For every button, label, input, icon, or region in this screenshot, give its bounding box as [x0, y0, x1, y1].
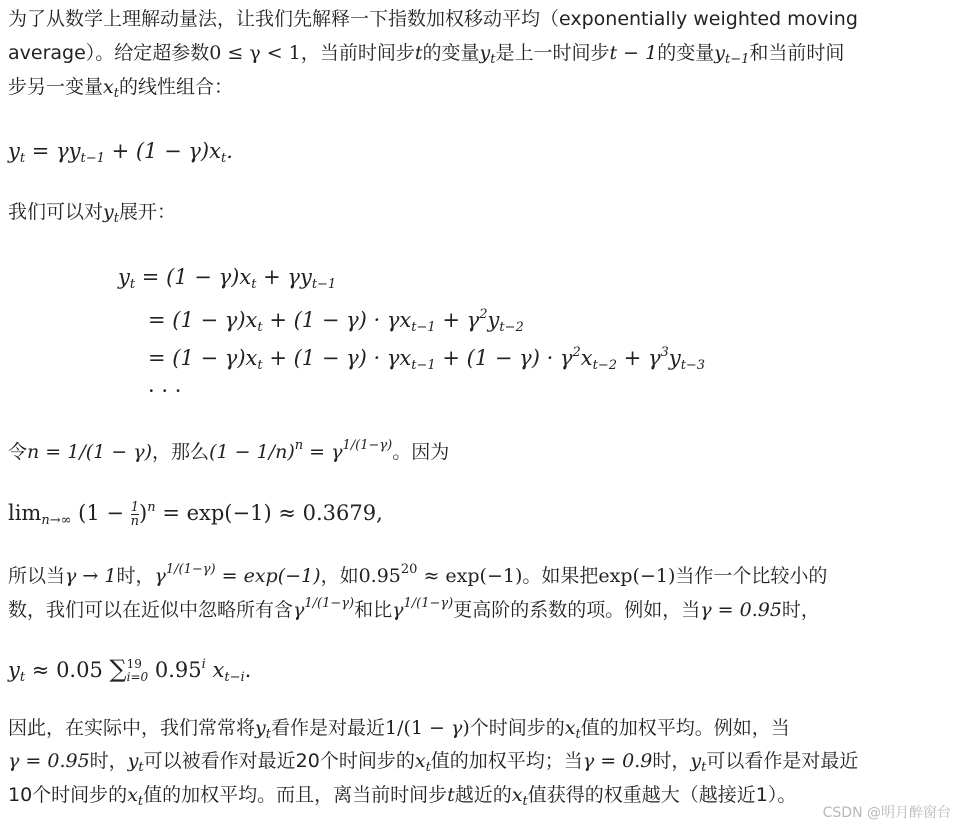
text: 值的加权平均；当: [430, 750, 583, 772]
text: 和当前时间: [749, 42, 845, 64]
text: 当作一个比较小的: [675, 565, 828, 587]
text: 可以看作是对最近: [706, 750, 859, 772]
text: average）。给定超参数: [8, 42, 210, 64]
paragraph-intro-line3: [8, 72, 957, 109]
equation-expansion: [118, 258, 705, 410]
math-inline: 0 ≤ γ < 1: [209, 42, 301, 64]
text: 值的加权平均。例如，当: [580, 717, 790, 739]
math-exp: exp(−1): [598, 565, 676, 587]
text: 的变量: [657, 42, 715, 64]
math-gamma-to-1: γ → 1: [65, 565, 117, 587]
text: 可以被看作对最近20个时间步的: [143, 750, 415, 772]
text: 越近的: [454, 784, 512, 806]
math-yt: $y_t$: [255, 717, 271, 742]
math-t: t: [414, 42, 423, 64]
text: ，那么: [152, 441, 210, 463]
text: 时，: [652, 750, 691, 772]
text: 值的加权平均。而且，离当前时间步: [143, 784, 448, 806]
equation-sum: $y_t \approx 0.05$ ∑ 19 i=0 0.95$^i$ $x_{t-i}$.: [8, 655, 252, 685]
text: 我们可以对: [8, 201, 104, 223]
text: 令: [8, 441, 28, 463]
text: 的变量: [422, 42, 480, 64]
text: 数，我们可以在近似中忽略所有含: [8, 599, 294, 621]
text: 所以当: [8, 565, 66, 587]
math-gamma-power: $\gamma^{1/(1-\gamma)}$: [392, 596, 454, 621]
text: 为了从数学上理解动量法，让我们先解释一下指数加权移动平均（exponentially weighted moving: [8, 8, 858, 30]
text: 个时间步的: [469, 717, 565, 739]
paragraph-let-n: [8, 431, 957, 467]
text: 。如果把: [522, 565, 599, 587]
math-yt: $y_t$: [127, 750, 144, 775]
math-gamma-09: γ = 0.9: [582, 750, 653, 772]
math-yt: $y_t$: [690, 750, 707, 775]
text: ，当前时间步: [300, 42, 415, 64]
text: 和比: [354, 599, 393, 621]
text: 更高阶的系数的项。例如，当: [453, 599, 701, 621]
math-yt: $y_t$: [103, 201, 119, 226]
paragraph-therefore-line2: [8, 746, 957, 783]
math-gamma-095: γ = 0.95: [700, 599, 782, 621]
text: ，如: [320, 565, 359, 587]
math-limit-base: $(1 - 1/n)^n = \gamma^{1/(1-\gamma)}$: [209, 438, 393, 463]
text: 因此，在实际中，我们常常将: [8, 717, 256, 739]
text: 看作是对最近: [270, 717, 385, 739]
text: 10个时间步的: [8, 784, 128, 806]
paragraph-intro-line2: [8, 38, 957, 75]
math-n: n = 1/(1 − γ): [27, 441, 153, 463]
math-yt: $y_t$: [479, 42, 496, 67]
paragraph-therefore-line3: [8, 780, 957, 817]
text: 时，: [781, 599, 820, 621]
watermark: CSDN @明月醉窗台: [822, 805, 951, 821]
text: 步另一变量: [8, 76, 104, 98]
text: 时，: [116, 565, 155, 587]
equation-ema: $y_t = \gamma y_{t-1} + (1 - \gamma)x_t$.: [8, 139, 233, 166]
math-gamma-power: $\gamma^{1/(1-\gamma)}$: [293, 596, 355, 621]
text: 。因为: [392, 441, 450, 463]
math-window: 1/(1 − γ): [385, 717, 470, 739]
paragraph-so-when-line1: [8, 555, 957, 591]
math-095-20: $0.95^{20} \approx \exp(-1)$: [358, 562, 523, 587]
math-yt-1: $y_{t-1}$: [714, 42, 750, 67]
math-inline: t − 1: [609, 42, 658, 64]
expansion-row-4: · · ·: [148, 379, 182, 403]
math-gamma-power: $\gamma^{1/(1-\gamma)} = \exp(-1)$: [154, 562, 321, 587]
text: 时，: [89, 750, 128, 772]
text: 是上一时间步: [495, 42, 610, 64]
expansion-row-1: $y_t = (1 - \gamma)x_t + \gamma y_{t-1}$: [118, 265, 337, 292]
math-xt: $x_t$: [414, 750, 431, 775]
paragraph-expand: [8, 197, 957, 234]
expansion-row-3: = $(1 - \gamma)x_t + (1 - \gamma) \cdot \gamma x_{t-1} + (1 - \gamma) \cdot \gamma^2x_{t-2} + \gamma^3y_{t-3}$: [148, 345, 706, 373]
paragraph-intro-line1: [8, 4, 957, 34]
paragraph-so-when-line2: [8, 589, 957, 625]
math-gamma-095: γ = 0.95: [8, 750, 90, 772]
text: 展开：: [118, 201, 176, 223]
math-t: t: [447, 784, 455, 806]
text: 的线性组合：: [118, 76, 233, 98]
paragraph-therefore-line1: [8, 713, 957, 750]
math-xt: $x_t$: [103, 76, 119, 101]
math-xt: $x_t$: [511, 784, 528, 809]
expansion-row-2: = $(1 - \gamma)x_t + (1 - \gamma) \cdot \gamma x_{t-1} + \gamma^2y_{t-2}$: [148, 307, 524, 335]
equation-limit: $\lim_{n\to\infty} (1$ − $\frac{1}{n}$ )$^n$ = exp(−1) ≈ 0.3679,: [8, 499, 383, 529]
math-xt: $x_t$: [564, 717, 581, 742]
text: 值获得的权重越大（越接近1）。: [527, 784, 797, 806]
math-xt: $x_t$: [127, 784, 144, 809]
